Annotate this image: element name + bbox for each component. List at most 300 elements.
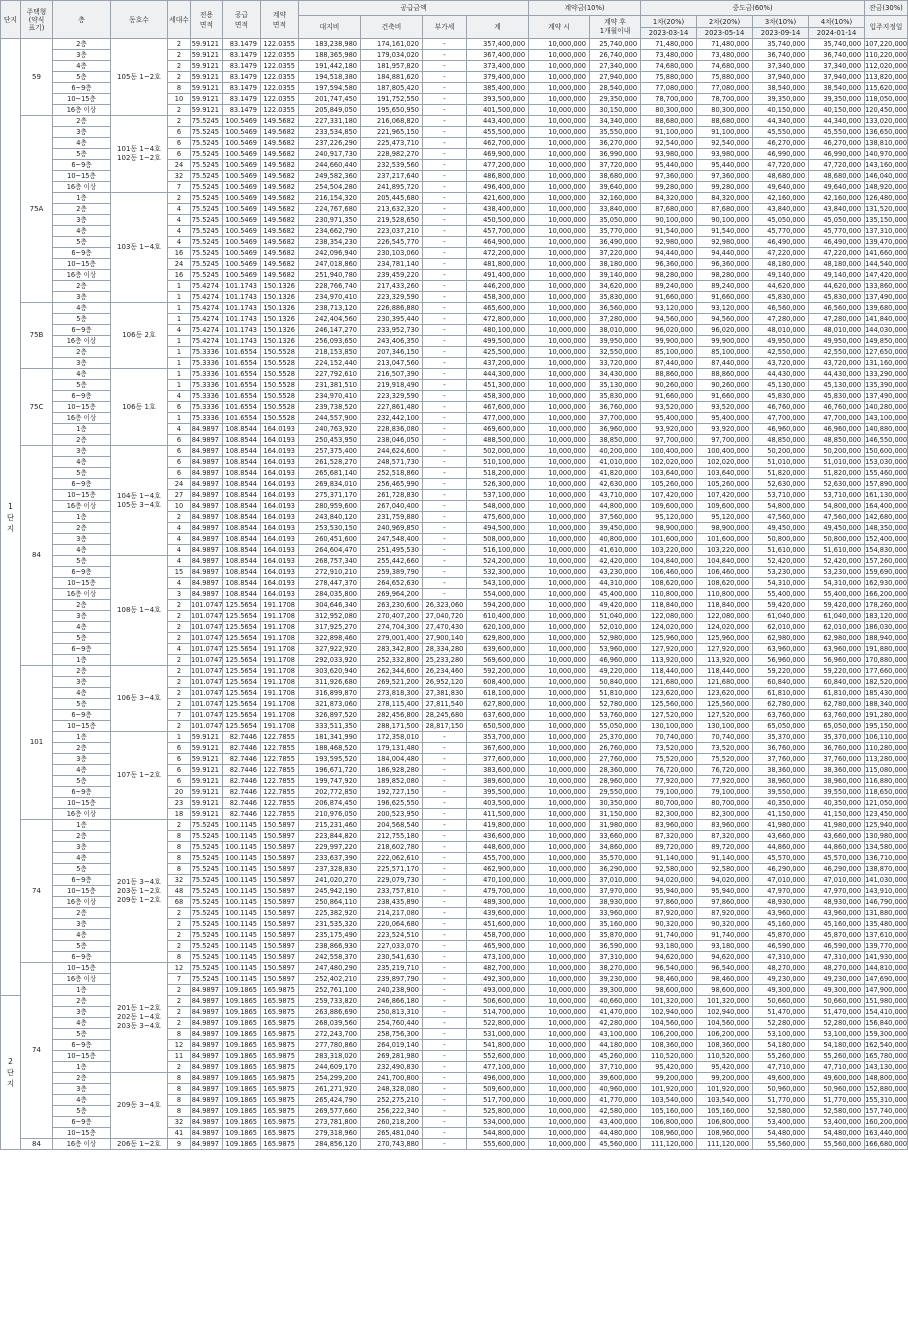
cell-m2: 98,900,000 xyxy=(697,523,753,534)
cell-land: 240,917,730 xyxy=(299,149,361,160)
cell-m2: 96,360,000 xyxy=(697,259,753,270)
cell-deposit-after: 35,160,000 xyxy=(590,919,641,930)
cell-deposit-after: 42,630,000 xyxy=(590,479,641,490)
cell-land: 183,238,980 xyxy=(299,39,361,50)
cell-deposit-after: 42,420,000 xyxy=(590,556,641,567)
cell-supply-area: 101.6554 xyxy=(223,413,261,424)
cell-m1: 73,480,000 xyxy=(641,50,697,61)
cell-deposit-after: 37,010,000 xyxy=(590,875,641,886)
cell-m2: 108,360,000 xyxy=(697,1040,753,1051)
cell-building-cost: 258,756,300 xyxy=(361,1029,423,1040)
cell-total: 436,600,000 xyxy=(467,831,529,842)
cell-exclusive-area: 84.9897 xyxy=(191,523,223,534)
cell-building-cost: 184,881,620 xyxy=(361,72,423,83)
cell-floor: 10~15층 xyxy=(53,963,111,974)
cell-floor: 2층 xyxy=(53,831,111,842)
cell-building-cost: 179,034,020 xyxy=(361,50,423,61)
cell-balance: 166,200,000 xyxy=(865,590,908,598)
cell-deposit-at-contract: 10,000,000 xyxy=(529,314,590,325)
cell-floor: 16층 이상 xyxy=(53,974,111,985)
cell-balance: 170,880,000 xyxy=(865,656,908,664)
cell-m3: 48,180,000 xyxy=(753,259,809,270)
cell-floor: 16층 이상 xyxy=(53,1139,111,1150)
header-balance: 잔금(30%) xyxy=(865,1,908,16)
cell-total: 541,800,000 xyxy=(467,1040,529,1051)
cell-floor: 16층 이상 xyxy=(53,501,111,512)
cell-units: 2 xyxy=(168,61,191,72)
cell-m1: 75,520,000 xyxy=(641,754,697,765)
cell-contract-area: 149.5682 xyxy=(261,182,299,193)
cell-m2: 130,100,000 xyxy=(697,721,753,732)
cell-m4: 43,720,000 xyxy=(809,358,865,369)
cell-balance: 143,130,000 xyxy=(865,1063,908,1071)
cell-balance: 110,280,000 xyxy=(865,744,908,752)
cell-m3: 47,710,000 xyxy=(753,1062,809,1073)
cell-land: 316,899,870 xyxy=(299,688,361,699)
cell-m3: 37,340,000 xyxy=(753,61,809,72)
cell-land: 252,402,210 xyxy=(299,974,361,985)
cell-contract-area: 165.9875 xyxy=(261,1106,299,1117)
cell-vat: - xyxy=(423,809,467,820)
cell-m1: 92,980,000 xyxy=(641,237,697,248)
cell-m4: 45,830,000 xyxy=(809,292,865,303)
cell-total: 537,100,000 xyxy=(467,490,529,501)
cell-balance: 141,030,000 xyxy=(865,876,908,884)
cell-exclusive-area: 101.0747 xyxy=(191,689,223,697)
cell-contract-area: 122.7855 xyxy=(261,765,299,776)
cell-m4: 52,580,000 xyxy=(809,1106,865,1117)
cell-m1: 71,480,000 xyxy=(641,39,697,50)
cell-floor: 10~15층 xyxy=(53,402,111,413)
cell-m1: 98,600,000 xyxy=(641,985,697,996)
cell-floor: 16층 이상 xyxy=(53,589,111,600)
cell-contract-area: 150.5528 xyxy=(261,380,299,391)
cell-contract-area: 149.5682 xyxy=(261,160,299,171)
cell-units: 6 xyxy=(168,127,191,138)
cell-floor: 6~9층 xyxy=(53,83,111,94)
header-m2: 2차(20%) xyxy=(697,16,753,28)
cell-supply-area: 82.7446 xyxy=(223,809,261,820)
cell-land: 231,381,510 xyxy=(299,380,361,391)
cell-total: 531,000,000 xyxy=(467,1029,529,1040)
cell-deposit-at-contract: 10,000,000 xyxy=(529,182,590,193)
cell-m2: 106,800,000 xyxy=(697,1117,753,1128)
cell-vat: - xyxy=(423,303,467,314)
cell-total: 510,100,000 xyxy=(467,457,529,468)
cell-contract-area: 164.0193 xyxy=(261,545,299,556)
cell-floor: 6~9층 xyxy=(53,644,111,655)
cell-deposit-after: 33,960,000 xyxy=(590,908,641,919)
cell-floor: 16층 이상 xyxy=(53,897,111,908)
cell-deposit-after: 36,490,000 xyxy=(590,237,641,248)
cell-contract-area: 150.5528 xyxy=(261,358,299,369)
cell-deposit-at-contract: 10,000,000 xyxy=(529,963,590,974)
cell-building-cost: 239,459,220 xyxy=(361,270,423,281)
cell-units: 10 xyxy=(168,94,191,105)
cell-deposit-after: 39,140,000 xyxy=(590,270,641,281)
table-row xyxy=(1,820,908,831)
cell-floor: 2층 xyxy=(53,666,111,677)
cell-supply-area: 100.1145 xyxy=(223,842,261,853)
cell-total: 629,800,000 xyxy=(467,633,529,644)
cell-exclusive-area: 75.5245 xyxy=(191,182,223,193)
cell-contract-area: 164.0193 xyxy=(261,479,299,490)
cell-deposit-at-contract: 10,000,000 xyxy=(529,105,590,116)
cell-vat: - xyxy=(423,974,467,985)
cell-supply-area: 100.5469 xyxy=(223,204,261,215)
cell-balance: 131,520,000 xyxy=(865,205,908,213)
cell-m4: 50,960,000 xyxy=(809,1084,865,1095)
cell-building-cost: 240,238,900 xyxy=(361,985,423,996)
cell-balance: 159,300,000 xyxy=(865,1030,908,1038)
cell-total: 522,800,000 xyxy=(467,1018,529,1029)
cell-supply-area: 125.5654 xyxy=(223,633,261,644)
cell-m3: 49,640,000 xyxy=(753,182,809,193)
cell-m1: 80,700,000 xyxy=(641,798,697,809)
cell-supply-area: 101.1743 xyxy=(223,336,261,347)
cell-balance: 191,280,000 xyxy=(865,711,908,719)
cell-deposit-after: 35,830,000 xyxy=(590,292,641,303)
cell-m3: 36,760,000 xyxy=(753,743,809,754)
cell-total: 403,500,000 xyxy=(467,798,529,809)
cell-contract-area: 150.5897 xyxy=(261,853,299,864)
cell-m2: 75,520,000 xyxy=(697,754,753,765)
cell-land: 280,959,600 xyxy=(299,501,361,512)
cell-deposit-at-contract: 10,000,000 xyxy=(529,974,590,985)
cell-land: 269,834,010 xyxy=(299,479,361,490)
cell-m4: 45,550,000 xyxy=(809,127,865,138)
cell-deposit-at-contract: 10,000,000 xyxy=(529,897,590,908)
cell-deposit-after: 38,010,000 xyxy=(590,325,641,336)
cell-deposit-at-contract: 10,000,000 xyxy=(529,644,590,655)
cell-m2: 80,300,000 xyxy=(697,105,753,116)
cell-building-cost: 247,548,400 xyxy=(361,534,423,545)
cell-deposit-at-contract: 10,000,000 xyxy=(529,820,590,831)
cell-m4: 45,050,000 xyxy=(809,215,865,226)
cell-deposit-after: 29,550,000 xyxy=(590,787,641,798)
cell-m2: 79,100,000 xyxy=(697,787,753,798)
cell-vat: - xyxy=(423,226,467,237)
cell-building-cost: 218,602,780 xyxy=(361,842,423,853)
cell-m2: 90,320,000 xyxy=(697,919,753,930)
cell-balance: 141,660,000 xyxy=(865,249,908,257)
cell-m3: 54,480,000 xyxy=(753,1128,809,1139)
cell-supply-area: 82.7446 xyxy=(223,754,261,765)
cell-m1: 95,440,000 xyxy=(641,160,697,171)
cell-m1: 83,960,000 xyxy=(641,820,697,831)
cell-contract-area: 122.7855 xyxy=(261,754,299,765)
cell-deposit-after: 46,960,000 xyxy=(590,655,641,666)
cell-exclusive-area: 84.9897 xyxy=(191,490,223,501)
cell-vat: - xyxy=(423,501,467,512)
cell-m3: 49,230,000 xyxy=(753,974,809,985)
cell-building-cost: 241,895,720 xyxy=(361,182,423,193)
cell-m3: 39,550,000 xyxy=(753,787,809,798)
cell-m2: 91,660,000 xyxy=(697,292,753,303)
cell-m4: 51,820,000 xyxy=(809,468,865,479)
cell-m1: 100,400,000 xyxy=(641,446,697,457)
cell-land: 275,371,170 xyxy=(299,490,361,501)
cell-supply-area: 108.8544 xyxy=(223,567,261,578)
header-type: 주택형 (약식 표기) xyxy=(21,1,53,39)
header-exclusive-area: 전용 면적 xyxy=(191,1,223,39)
cell-land: 216,154,320 xyxy=(299,193,361,204)
cell-deposit-at-contract: 10,000,000 xyxy=(529,1095,590,1106)
cell-balance: 115,620,000 xyxy=(865,84,908,92)
cell-m4: 49,640,000 xyxy=(809,182,865,193)
cell-m4: 45,570,000 xyxy=(809,853,865,864)
cell-m3: 46,990,000 xyxy=(753,149,809,160)
cell-deposit-after: 29,350,000 xyxy=(590,94,641,105)
cell-contract-area: 191.1708 xyxy=(261,644,299,655)
cell-m2: 98,460,000 xyxy=(697,974,753,985)
cell-balance: 141,930,000 xyxy=(865,953,908,961)
cell-m3: 45,830,000 xyxy=(753,292,809,303)
cell-deposit-after: 37,700,000 xyxy=(590,413,641,424)
cell-land: 245,942,190 xyxy=(299,886,361,897)
building-cell: 104동 1~4호 105동 3~4호 xyxy=(111,446,168,556)
cell-balance: 148,350,000 xyxy=(865,524,908,532)
cell-deposit-after: 33,720,000 xyxy=(590,358,641,369)
cell-units: 24 xyxy=(168,160,191,171)
cell-vat: - xyxy=(423,897,467,908)
cell-m2: 98,280,000 xyxy=(697,270,753,281)
cell-contract-area: 122.7855 xyxy=(261,798,299,809)
cell-contract-area: 165.9875 xyxy=(261,1139,299,1150)
header-supply-area: 공급 면적 xyxy=(223,1,261,39)
cell-contract-area: 164.0193 xyxy=(261,556,299,567)
cell-deposit-after: 53,760,000 xyxy=(590,710,641,721)
cell-floor: 4층 xyxy=(53,61,111,72)
cell-supply-area: 108.8544 xyxy=(223,435,261,446)
cell-m4: 53,400,000 xyxy=(809,1117,865,1128)
cell-supply-area: 100.5469 xyxy=(223,270,261,281)
cell-deposit-at-contract: 10,000,000 xyxy=(529,226,590,237)
cell-land: 239,738,520 xyxy=(299,402,361,413)
cell-balance: 163,440,000 xyxy=(865,1129,908,1137)
cell-m2: 92,540,000 xyxy=(697,138,753,149)
cell-contract-area: 150.5897 xyxy=(261,908,299,919)
cell-building-cost: 233,757,810 xyxy=(361,886,423,897)
cell-exclusive-area: 75.5245 xyxy=(191,204,223,215)
cell-exclusive-area: 75.5245 xyxy=(191,897,223,908)
cell-exclusive-area: 75.5245 xyxy=(191,908,223,919)
cell-m1: 77,920,000 xyxy=(641,776,697,787)
cell-exclusive-area: 75.3336 xyxy=(191,347,223,358)
cell-vat: - xyxy=(423,853,467,864)
cell-m2: 103,540,000 xyxy=(697,1095,753,1106)
cell-m2: 73,520,000 xyxy=(697,743,753,754)
cell-deposit-after: 38,680,000 xyxy=(590,171,641,182)
cell-balance: 186,030,000 xyxy=(865,623,908,631)
cell-balance: 157,890,000 xyxy=(865,480,908,488)
cell-total: 472,200,000 xyxy=(467,248,529,259)
cell-m3: 45,160,000 xyxy=(753,919,809,930)
cell-land: 235,175,490 xyxy=(299,930,361,941)
cell-vat: - xyxy=(423,941,467,952)
cell-land: 199,747,920 xyxy=(299,776,361,787)
cell-m2: 75,880,000 xyxy=(697,72,753,83)
cell-m2: 127,520,000 xyxy=(697,710,753,721)
cell-total: 438,400,000 xyxy=(467,204,529,215)
cell-balance: 112,020,000 xyxy=(865,62,908,70)
cell-vat: 27,811,540 xyxy=(423,699,467,710)
cell-units: 6 xyxy=(168,468,191,479)
cell-exclusive-area: 84.9897 xyxy=(191,556,223,567)
cell-land: 201,747,450 xyxy=(299,94,361,105)
cell-m4: 50,200,000 xyxy=(809,446,865,457)
cell-m1: 113,920,000 xyxy=(641,655,697,666)
cell-balance: 138,810,000 xyxy=(865,139,908,147)
cell-m3: 45,570,000 xyxy=(753,853,809,864)
cell-total: 509,600,000 xyxy=(467,1084,529,1095)
cell-m4: 48,270,000 xyxy=(809,963,865,974)
cell-deposit-at-contract: 10,000,000 xyxy=(529,369,590,380)
cell-m1: 87,680,000 xyxy=(641,204,697,215)
cell-total: 450,500,000 xyxy=(467,215,529,226)
cell-units: 2 xyxy=(168,996,191,1007)
building-cell: 101동 1~4호 102동 1~2호 xyxy=(111,116,168,193)
cell-floor: 10~15층 xyxy=(53,94,111,105)
cell-floor: 5층 xyxy=(53,864,111,875)
cell-floor: 6~9층 xyxy=(53,952,111,963)
cell-m1: 102,020,000 xyxy=(641,457,697,468)
cell-m4: 37,940,000 xyxy=(809,72,865,83)
cell-building-cost: 232,490,830 xyxy=(361,1062,423,1073)
cell-deposit-after: 37,310,000 xyxy=(590,952,641,963)
cell-m2: 99,200,000 xyxy=(697,1073,753,1084)
cell-balance: 154,410,000 xyxy=(865,1008,908,1016)
cell-units: 6 xyxy=(168,435,191,446)
header-middle: 중도금(60%) xyxy=(641,1,865,16)
cell-building-cost: 227,861,480 xyxy=(361,402,423,413)
cell-deposit-after: 45,400,000 xyxy=(590,589,641,600)
cell-exclusive-area: 75.3336 xyxy=(191,413,223,424)
cell-building-cost: 255,442,660 xyxy=(361,556,423,567)
cell-exclusive-area: 59.9121 xyxy=(191,787,223,798)
cell-total: 492,300,000 xyxy=(467,974,529,985)
cell-m3: 47,700,000 xyxy=(753,413,809,424)
cell-contract-area: 165.9875 xyxy=(261,1073,299,1084)
cell-m4: 46,590,000 xyxy=(809,941,865,952)
cell-m4: 51,470,000 xyxy=(809,1007,865,1018)
cell-supply-area: 100.5469 xyxy=(223,160,261,171)
cell-floor: 1층 xyxy=(53,655,111,666)
type-cell: 59 xyxy=(21,39,53,116)
cell-total: 477,000,000 xyxy=(467,413,529,424)
cell-total: 439,600,000 xyxy=(467,908,529,919)
cell-land: 252,761,100 xyxy=(299,985,361,996)
cell-exclusive-area: 75.5245 xyxy=(191,886,223,897)
cell-building-cost: 219,918,490 xyxy=(361,380,423,391)
cell-building-cost: 230,395,440 xyxy=(361,314,423,325)
cell-building-cost: 226,545,770 xyxy=(361,237,423,248)
cell-m4: 62,010,000 xyxy=(809,622,865,633)
cell-m1: 103,220,000 xyxy=(641,545,697,556)
cell-floor: 3층 xyxy=(53,534,111,545)
cell-balance: 188,340,000 xyxy=(865,700,908,708)
cell-land: 264,604,470 xyxy=(299,545,361,556)
cell-floor: 4층 xyxy=(53,853,111,864)
cell-deposit-after: 35,770,000 xyxy=(590,226,641,237)
cell-total: 548,000,000 xyxy=(467,501,529,512)
cell-m4: 50,800,000 xyxy=(809,534,865,545)
cell-building-cost: 223,329,590 xyxy=(361,391,423,402)
header-m1-date: 2023-03-14 xyxy=(641,28,697,39)
cell-supply-area: 100.5469 xyxy=(223,138,261,149)
cell-land: 223,844,820 xyxy=(299,831,361,842)
cell-units: 6 xyxy=(168,446,191,457)
cell-total: 451,600,000 xyxy=(467,919,529,930)
cell-units: 4 xyxy=(168,523,191,534)
cell-m3: 46,290,000 xyxy=(753,864,809,875)
cell-balance: 143,160,000 xyxy=(865,161,908,169)
cell-m3: 46,590,000 xyxy=(753,941,809,952)
cell-land: 249,582,360 xyxy=(299,171,361,182)
cell-deposit-after: 39,230,000 xyxy=(590,974,641,985)
cell-balance: 150,600,000 xyxy=(865,447,908,455)
cell-floor: 5층 xyxy=(53,72,111,83)
cell-land: 196,671,720 xyxy=(299,765,361,776)
header-supply-price: 공급금액 xyxy=(299,1,529,16)
cell-exclusive-area: 75.4274 xyxy=(191,303,223,314)
cell-balance: 137,490,000 xyxy=(865,392,908,400)
cell-m2: 71,480,000 xyxy=(697,39,753,50)
cell-total: 455,500,000 xyxy=(467,127,529,138)
cell-vat: - xyxy=(423,820,467,831)
cell-exclusive-area: 84.9897 xyxy=(191,1040,223,1051)
cell-land: 241,020,270 xyxy=(299,875,361,886)
cell-exclusive-area: 59.9121 xyxy=(191,39,223,50)
cell-vat: - xyxy=(423,50,467,61)
cell-contract-area: 165.9875 xyxy=(261,1040,299,1051)
cell-deposit-at-contract: 10,000,000 xyxy=(529,798,590,809)
cell-m1: 89,720,000 xyxy=(641,842,697,853)
cell-deposit-after: 26,760,000 xyxy=(590,743,641,754)
cell-supply-area: 101.6554 xyxy=(223,358,261,369)
cell-m1: 90,100,000 xyxy=(641,215,697,226)
cell-m3: 37,760,000 xyxy=(753,754,809,765)
cell-m1: 118,440,000 xyxy=(641,666,697,677)
cell-land: 240,763,920 xyxy=(299,424,361,435)
cell-floor: 3층 xyxy=(53,842,111,853)
cell-floor: 4층 xyxy=(53,765,111,776)
cell-m3: 47,970,000 xyxy=(753,886,809,897)
cell-building-cost: 204,568,540 xyxy=(361,820,423,831)
cell-supply-area: 108.8544 xyxy=(223,457,261,468)
cell-contract-area: 165.9875 xyxy=(261,1095,299,1106)
cell-land: 261,271,920 xyxy=(299,1084,361,1095)
cell-deposit-after: 25,740,000 xyxy=(590,39,641,50)
cell-m4: 59,420,000 xyxy=(809,600,865,611)
header-m2-date: 2023-05-14 xyxy=(697,28,753,39)
cell-contract-area: 164.0193 xyxy=(261,512,299,523)
cell-m1: 90,320,000 xyxy=(641,919,697,930)
cell-units: 2 xyxy=(168,1018,191,1029)
cell-m3: 51,610,000 xyxy=(753,545,809,556)
cell-exclusive-area: 84.9897 xyxy=(191,1095,223,1106)
cell-balance: 142,680,000 xyxy=(865,513,908,521)
cell-total: 373,400,000 xyxy=(467,61,529,72)
cell-exclusive-area: 75.5245 xyxy=(191,171,223,182)
cell-supply-area: 82.7446 xyxy=(223,798,261,809)
building-cell: 209동 3~4호 xyxy=(111,1073,168,1139)
type-cell: 74 xyxy=(21,963,53,1139)
cell-land: 243,840,120 xyxy=(299,512,361,523)
cell-balance: 164,400,000 xyxy=(865,502,908,510)
cell-land: 269,577,660 xyxy=(299,1106,361,1117)
cell-contract-area: 191.1708 xyxy=(261,600,299,611)
